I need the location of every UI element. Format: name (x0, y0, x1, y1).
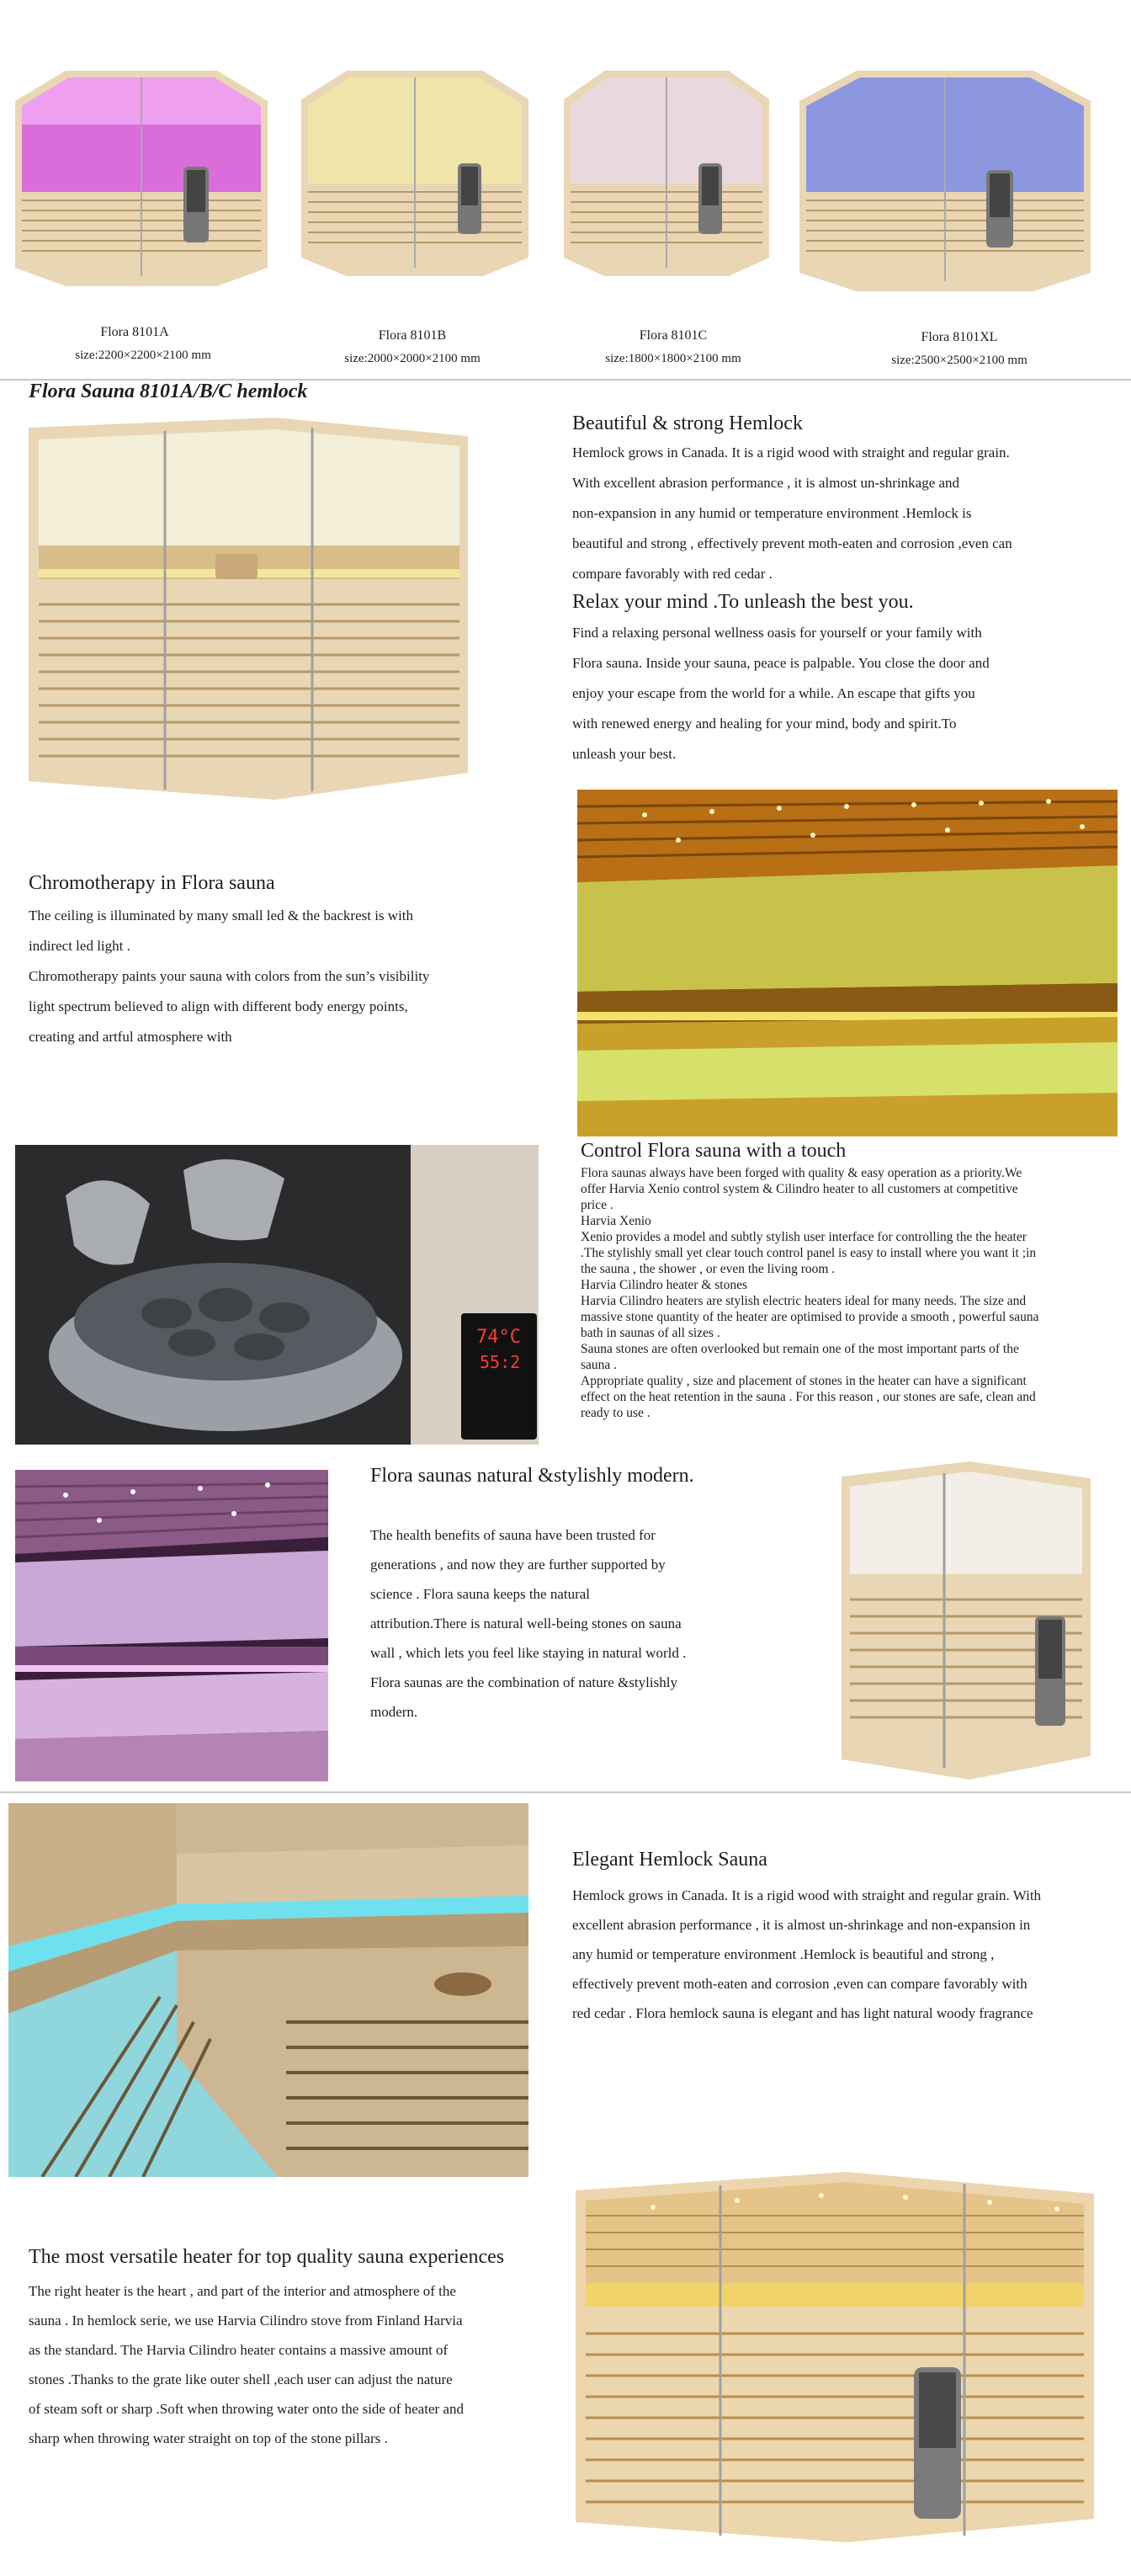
text-line: Hemlock grows in Canada. It is a rigid wood with straight and regular grain. (572, 444, 1010, 460)
amber-sauna-interior-image (577, 790, 1118, 1136)
natural-heading: Flora saunas natural &stylishly modern. (370, 1465, 694, 1487)
text-line: with renewed energy and healing for your mind, body and spirit.To (572, 716, 957, 732)
pink-sauna-interior-image (15, 1470, 328, 1781)
text-line: Find a relaxing personal wellness oasis for yourself or your family with (572, 625, 982, 641)
text-line: enjoy your escape from the world for a while. An escape that gifts you (572, 685, 975, 701)
text-line: Chromotherapy paints your sauna with colors from the sun’s visibility (29, 968, 430, 984)
product-image-8101a (7, 66, 274, 286)
text-line: The ceiling is illuminated by many small led & the backrest is with (29, 907, 414, 923)
text-line: the sauna , the shower , or even the living room . (581, 1262, 836, 1276)
product-size: size:2200×2200×2100 mm (75, 349, 211, 362)
divider (0, 1791, 1131, 1793)
control-heading: Control Flora sauna with a touch (581, 1140, 847, 1162)
heater-stones-control-image (15, 1145, 539, 1445)
control-display-time: 55:2 (480, 1352, 521, 1372)
text-line: excellent abrasion performance , it is almost un-shrinkage and non-expansion in (572, 1917, 1031, 1933)
text-line: sauna . In hemlock serie, we use Harvia Cilindro stove from Finland Harvia (29, 2313, 463, 2329)
text-line: of steam soft or sharp .Soft when throwing water onto the side of heater and (29, 2401, 464, 2417)
text-line: Flora saunas are the combination of nature &stylishly (370, 1674, 677, 1690)
control-display-temperature: 74°C (476, 1327, 521, 1348)
cyan-sauna-interior-image (8, 1803, 528, 2177)
relax-heading: Relax your mind .To unleash the best you. (572, 591, 914, 613)
text-line: The health benefits of sauna have been trusted for (370, 1527, 656, 1543)
text-line: unleash your best. (572, 746, 677, 762)
text-line: compare favorably with red cedar . (572, 566, 773, 582)
chromo-text (29, 901, 534, 1052)
text-line: With excellent abrasion performance , it is almost un-shrinkage and (572, 475, 960, 491)
text-line: Appropriate quality , size and placement of stones in the heater can have a significant (581, 1374, 1027, 1388)
heater-text (29, 2276, 567, 2453)
product-name: Flora 8101C (639, 328, 708, 343)
product-name: Flora 8101B (378, 328, 447, 343)
product-image-8101b (293, 66, 537, 276)
text-line: bath in saunas of all sizes . (581, 1326, 720, 1340)
text-line: Harvia Cilindro heater & stones (581, 1278, 748, 1292)
text-line: light spectrum believed to align with different body energy points, (29, 998, 408, 1014)
chromo-heading: Chromotherapy in Flora sauna (29, 872, 275, 894)
text-line: non-expansion in any humid or temperature environment .Hemlock is (572, 505, 972, 521)
text-line: as the standard. The Harvia Cilindro heater contains a massive amount of (29, 2342, 449, 2358)
product-size: size:2000×2000×2100 mm (344, 352, 481, 365)
text-line: effect on the heat retention in the sauna . For this reason , our stones are safe, clean and (581, 1390, 1036, 1404)
text-line: Flora sauna. Inside your sauna, peace is palpable. You close the door and (572, 655, 990, 671)
text-line: modern. (370, 1704, 418, 1720)
elegant-heading: Elegant Hemlock Sauna (572, 1849, 767, 1871)
text-line: price . (581, 1198, 613, 1212)
text-line: Xenio provides a model and subtly stylish user interface for controlling the the heater (581, 1230, 1027, 1244)
cabin-main-image (22, 411, 475, 801)
control-text (581, 1165, 1124, 1421)
text-line: massive stone quantity of the heater are optimised to provide a smooth , powerful sauna (581, 1310, 1039, 1324)
text-line: stones .Thanks to the grate like outer shell ,each user can adjust the nature (29, 2371, 453, 2387)
hemlock-text (572, 438, 1119, 589)
product-name: Flora 8101A (100, 325, 169, 339)
text-line: Hemlock grows in Canada. It is a rigid wood with straight and regular grain. With (572, 1887, 1042, 1903)
series-title: Flora Sauna 8101A/B/C hemlock (29, 381, 308, 402)
text-line: science . Flora sauna keeps the natural (370, 1586, 591, 1602)
text-line: indirect led light . (29, 938, 130, 954)
product-size: size:1800×1800×2100 mm (605, 352, 741, 365)
text-line: effectively prevent moth-eaten and corrosion ,even can compare favorably with (572, 1976, 1027, 1992)
text-line: sharp when throwing water straight on top of the stone pillars . (29, 2430, 388, 2446)
text-line: .The stylishly small yet clear touch control panel is easy to install where you want it ;in (581, 1246, 1037, 1260)
text-line: Flora saunas always have been forged with quality & easy operation as a priority.We (581, 1166, 1022, 1180)
text-line: any humid or temperature environment .Hemlock is beautiful and strong , (572, 1946, 995, 1962)
product-image-8101xl (791, 66, 1099, 291)
heater-heading: The most versatile heater for top quality sauna experiences (29, 2246, 505, 2268)
text-line: sauna . (581, 1358, 618, 1372)
text-line: attribution.There is natural well-being stones on sauna (370, 1615, 682, 1631)
text-line: Sauna stones are often overlooked but remain one of the most important parts of the (581, 1342, 1019, 1356)
hemlock-cabin-heater-image (569, 2165, 1101, 2544)
hemlock-heading: Beautiful & strong Hemlock (572, 412, 803, 434)
product-size: size:2500×2500×2100 mm (891, 354, 1027, 367)
text-line: wall , which lets you feel like staying in natural world . (370, 1645, 687, 1661)
elegant-text (572, 1881, 1119, 2028)
text-line: red cedar . Flora hemlock sauna is elegant and has light natural woody fragrance (572, 2005, 1033, 2021)
text-line: offer Harvia Xenio control system & Cilindro heater to all customers at competitive (581, 1182, 1018, 1196)
text-line: generations , and now they are further supported by (370, 1557, 666, 1573)
natural-text (370, 1520, 808, 1727)
text-line: beautiful and strong , effectively prevent moth-eaten and corrosion ,even can (572, 535, 1012, 551)
text-line: ready to use . (581, 1406, 650, 1420)
relax-text (572, 618, 1119, 769)
text-line: The right heater is the heart , and part of the interior and atmosphere of the (29, 2283, 456, 2299)
text-line: Harvia Cilindro heaters are stylish electric heaters ideal for many needs. The size and (581, 1294, 1027, 1308)
product-image-8101c (555, 66, 778, 276)
text-line: Harvia Xenio (581, 1214, 651, 1228)
small-cabin-image (835, 1456, 1097, 1781)
text-line: creating and artful atmosphere with (29, 1029, 232, 1045)
product-name: Flora 8101XL (921, 330, 998, 344)
